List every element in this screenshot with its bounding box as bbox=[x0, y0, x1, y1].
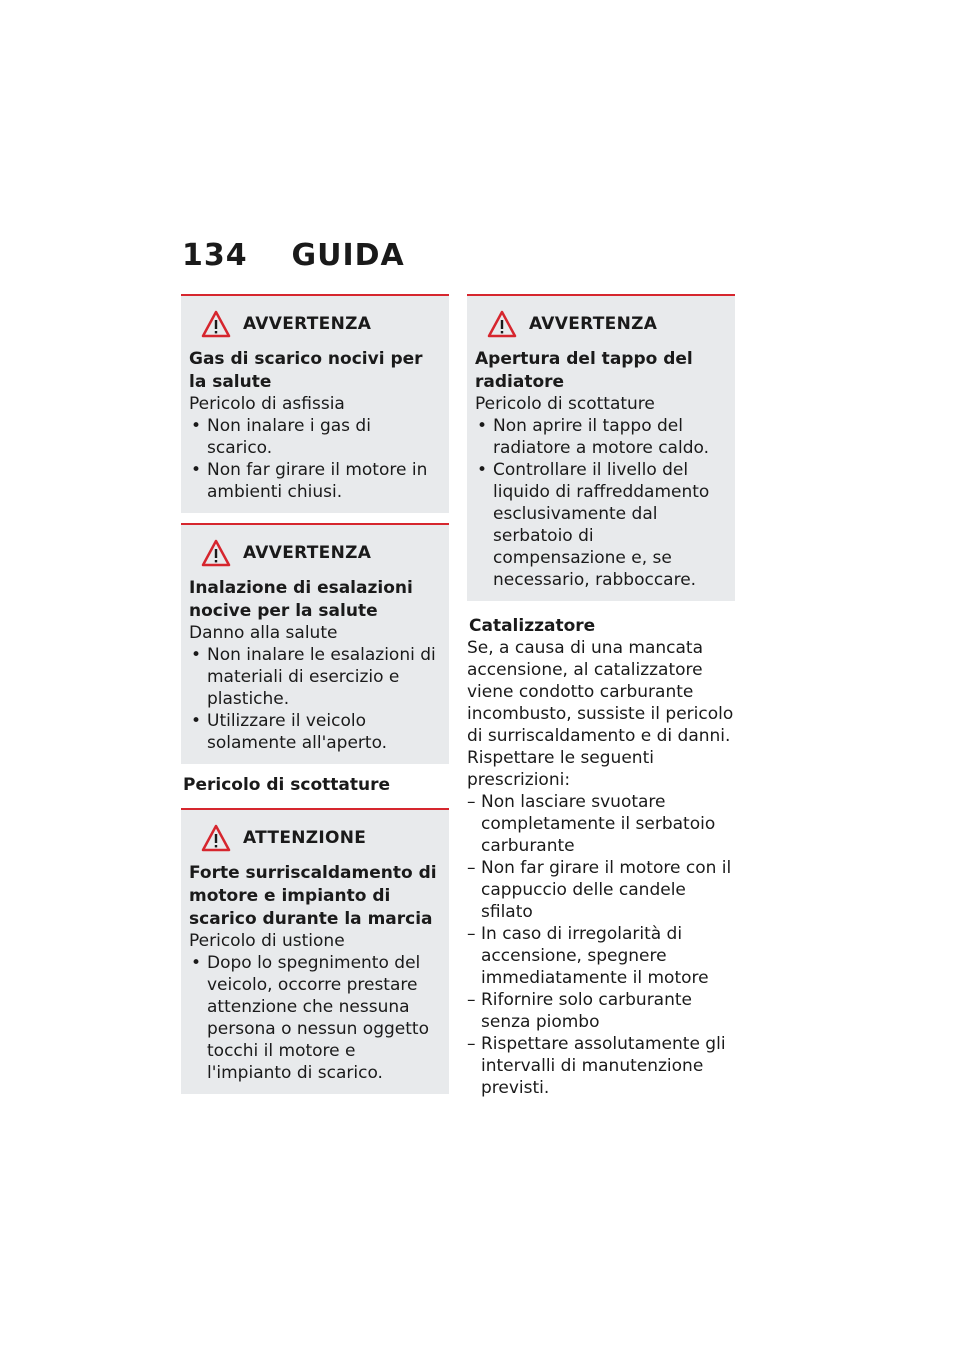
list-item: • Controllare il livello del liquido di raffreddamento esclusivamente dal serbatoio di compensazione e, se necessario, rabboccare. bbox=[475, 459, 725, 591]
caution-title: Forte surriscaldamento di motore e impianto di scarico durante la marcia bbox=[189, 863, 437, 929]
left-column bbox=[181, 294, 449, 1104]
right-column bbox=[467, 294, 735, 1099]
warning-header bbox=[487, 310, 725, 338]
list-item: • Non inalare le esalazioni di materiali di esercizio e plastiche. bbox=[189, 644, 439, 710]
warning-triangle-icon bbox=[201, 310, 231, 338]
warning-header bbox=[201, 310, 439, 338]
warning-list bbox=[475, 415, 725, 591]
warning-box bbox=[181, 294, 449, 513]
list-item: • Non aprire il tappo del radiatore a motore caldo. bbox=[475, 415, 725, 459]
warning-triangle-icon bbox=[201, 824, 231, 852]
warning-list bbox=[189, 415, 439, 503]
section-heading: Catalizzatore bbox=[469, 616, 596, 636]
warning-title: Inalazione di esalazioni nocive per la salute bbox=[189, 578, 413, 621]
list-item: • Non far girare il motore in ambienti chiusi. bbox=[189, 459, 439, 503]
instruction-list bbox=[467, 791, 735, 1099]
warning-triangle-icon bbox=[201, 539, 231, 567]
caution-label: ATTENZIONE bbox=[243, 828, 367, 848]
list-item: • Dopo lo spegnimento del veicolo, occorre prestare attenzione che nessuna persona o nessun oggetto tocchi il motore e l'impianto di scarico. bbox=[189, 952, 439, 1084]
warning-label: AVVERTENZA bbox=[243, 543, 372, 563]
warning-title: Apertura del tappo del radiatore bbox=[475, 349, 693, 392]
warning-triangle-icon bbox=[487, 310, 517, 338]
caution-list bbox=[189, 952, 439, 1084]
warning-label: AVVERTENZA bbox=[243, 314, 372, 334]
list-item: – In caso di irregolarità di accensione, spegnere immediatamente il motore bbox=[467, 923, 735, 989]
warning-box bbox=[467, 294, 735, 601]
warning-box bbox=[181, 523, 449, 764]
page-header bbox=[182, 238, 405, 273]
list-item: – Rispettare assolutamente gli intervalli di manutenzione previsti. bbox=[467, 1033, 735, 1099]
list-item: – Non far girare il motore con il cappuccio delle candele sfilato bbox=[467, 857, 735, 923]
warning-header bbox=[201, 539, 439, 567]
list-item: – Rifornire solo carburante senza piombo bbox=[467, 989, 735, 1033]
caution-header bbox=[201, 824, 439, 852]
list-item: – Non lasciare svuotare completamente il serbatoio carburante bbox=[467, 791, 735, 857]
warning-label: AVVERTENZA bbox=[529, 314, 658, 334]
warning-subtitle: Danno alla salute bbox=[189, 623, 338, 643]
warning-title: Gas di scarico nocivi per la salute bbox=[189, 349, 423, 392]
warning-subtitle: Pericolo di scottature bbox=[475, 394, 655, 414]
warning-subtitle: Pericolo di asfissia bbox=[189, 394, 345, 414]
section-heading: Pericolo di scottature bbox=[183, 775, 391, 795]
caution-box bbox=[181, 808, 449, 1094]
page-number: 134 bbox=[182, 238, 248, 273]
warning-list bbox=[189, 644, 439, 754]
body-paragraph: Se, a causa di una mancata accensione, al catalizzatore viene condotto carburante incombusto, sussiste il pericolo di surriscaldamento e di danni. Rispettare le seguenti prescrizioni: bbox=[467, 638, 734, 790]
list-item: • Non inalare i gas di scarico. bbox=[189, 415, 439, 459]
section-title: GUIDA bbox=[291, 238, 405, 273]
caution-subtitle: Pericolo di ustione bbox=[189, 931, 345, 951]
list-item: • Utilizzare il veicolo solamente all'aperto. bbox=[189, 710, 439, 754]
